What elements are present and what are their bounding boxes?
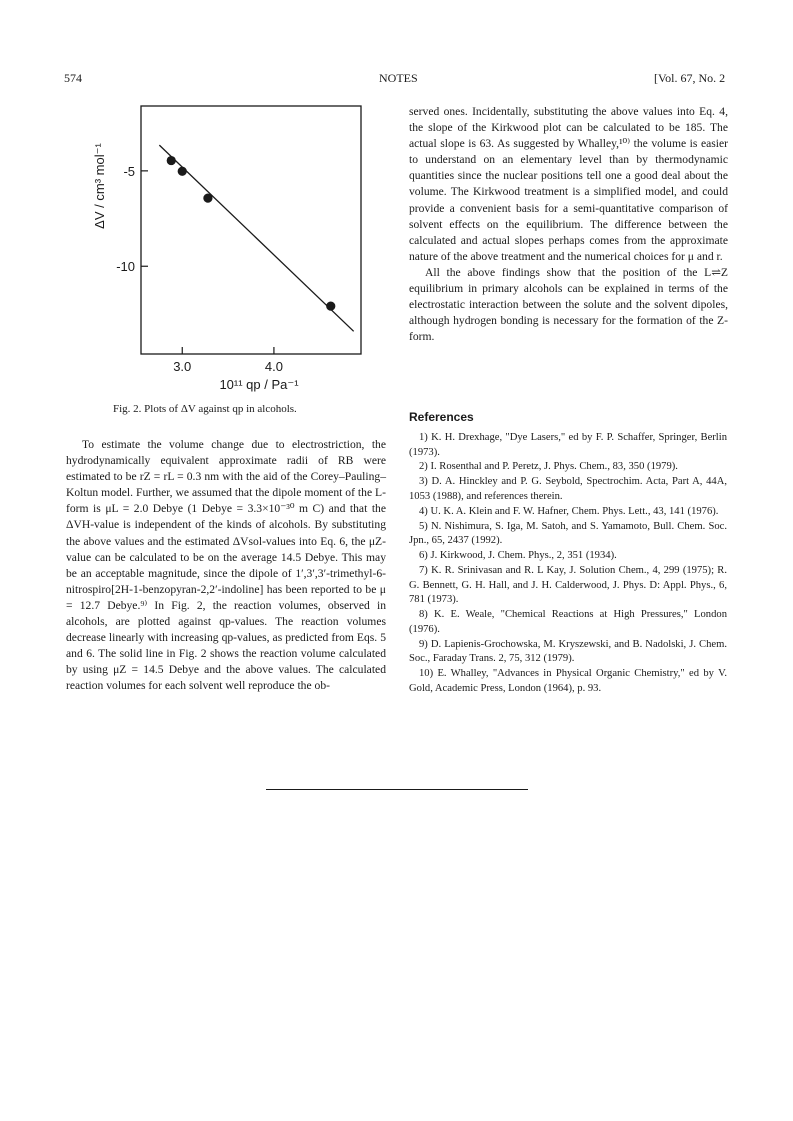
reference-item: 4) U. K. A. Klein and F. W. Hafner, Chem. Phys. Lett., 43, 141 (1976). <box>419 505 719 517</box>
reference-item: 5) N. Nishimura, S. Iga, M. Satoh, and S. Yamamoto, Bull. Chem. Soc. Jpn., 65, 2437 (1992). <box>409 520 727 547</box>
references-heading: References <box>409 410 474 424</box>
reference-item: 6) J. Kirkwood, J. Chem. Phys., 2, 351 (1934). <box>419 550 617 562</box>
figure-2-chart <box>60 88 390 398</box>
reference-item: 8) K. E. Weale, "Chemical Reactions at High Pressures," London (1976). <box>409 609 727 635</box>
reference-item: 1) K. H. Drexhage, "Dye Lasers," ed by F. P. Schaffer, Springer, Berlin (1973). <box>409 432 727 458</box>
data-point <box>167 156 176 165</box>
data-point <box>203 194 212 203</box>
end-rule <box>266 789 528 790</box>
running-title: NOTES <box>379 71 418 85</box>
right-column <box>409 104 728 345</box>
reference-item: 9) D. Lapienis-Grochowska, M. Kryszewski, and B. Nadolski, J. Chem. Soc., Faraday Trans. 2, 75, 312 (1979). <box>409 638 727 665</box>
body-paragraph-left: To estimate the volume change due to electrostriction, the hydrodynamically equivalent approximate radii of RB were estimated to be rZ = rL = 0.3 nm with the aid of the Corey–Pauling–Koltun model. Further, we assumed that the dipole moment of the L-form is μL = 2.0 Debye (1 Debye = 3.3×10⁻³⁰ m C) and that the ΔVH-value is independent of the kinds of alcohols. By substituting the above values and the estimated ΔVsol-values into Eq. 6, the μZ-value can be calculated to be on the average 14.5 Debye. This may be an acceptable magnitude, since the dipole of 1′,3′,3′-trimethyl-6-nitrospiro[2H-1-benzopyran-2,2′-indoline] has been reported to be μ = 12.7 Debye.⁹⁾ In Fig. 2, the reaction volumes, observed in alcohols, are plotted against qp-values. The reaction volumes decrease linearly with increasing qp-values, as predicted from Eqs. 5 and 6. The solid line in Fig. 2 shows the reaction volume calculated by using μZ = 14.5 Debye and the above values. The calculated reaction volumes for each solvent well reproduce the ob- <box>66 438 386 693</box>
reference-item: 7) K. R. Srinivasan and R. L Kay, J. Solution Chem., 4, 299 (1975); R. G. Bennett, G. H. Hall, and J. H. Calderwood, J. Phys. D: Appl. Phys., 6, 781 (1973). <box>409 565 727 606</box>
plot-frame <box>141 106 361 354</box>
reference-item: 2) I. Rosenthal and P. Peretz, J. Phys. Chem., 83, 350 (1979). <box>419 461 678 473</box>
reference-list <box>409 431 727 697</box>
x-tick-label: 3.0 <box>173 359 192 374</box>
reference-item: 10) E. Whalley, "Advances in Physical Organic Chemistry," ed by V. Gold, Academic Press, London (1964), p. 93. <box>409 668 727 694</box>
reference-item: 3) D. A. Hinckley and P. G. Seybold, Spectrochim. Acta, Part A, 44A, 1053 (1988), and references therein. <box>409 476 727 502</box>
left-column <box>66 437 386 695</box>
x-tick-label: 4.0 <box>264 359 283 374</box>
y-axis-label: ΔV / cm³ mol⁻¹ <box>92 143 107 229</box>
fit-line <box>159 145 353 331</box>
x-axis-label: 10¹¹ qp / Pa⁻¹ <box>219 377 299 392</box>
page-number: 574 <box>64 71 82 85</box>
journal-volume: [Vol. 67, No. 2 <box>654 71 726 85</box>
body-paragraph-right-2: All the above findings show that the position of the L⇌Z equilibrium in primary alcohols can be explained in terms of the electrostatic interaction between the solute and the solvent dipoles, although hydrogen bonding is necessary for the formation of the Z-form. <box>409 265 728 344</box>
y-tick-label: -10 <box>116 259 135 275</box>
y-tick-label: -5 <box>123 163 135 179</box>
data-point <box>178 167 187 176</box>
figure-caption: Fig. 2. Plots of ΔV against qp in alcohols. <box>113 403 297 415</box>
body-paragraph-right-1: served ones. Incidentally, substituting the above values into Eq. 4, the slope of the Kirkwood plot can be calculated to be 185. The actual slope is 63. As suggested by Whalley,¹⁰⁾ the volume is easier to understand on an elementary level than by thermodynamic quantities since the nuclear positions tell one a good deal about the volume. The Kirkwood treatment is a simplified model, and could provide a convenient basis for a semi-quantitative comparison of solvent effects on the equilibrium. The difference between the calculated and actual slopes perhaps comes from the approximate nature of the above treatment and the numerical choices for μ and r. <box>409 105 728 263</box>
data-point <box>326 302 335 311</box>
